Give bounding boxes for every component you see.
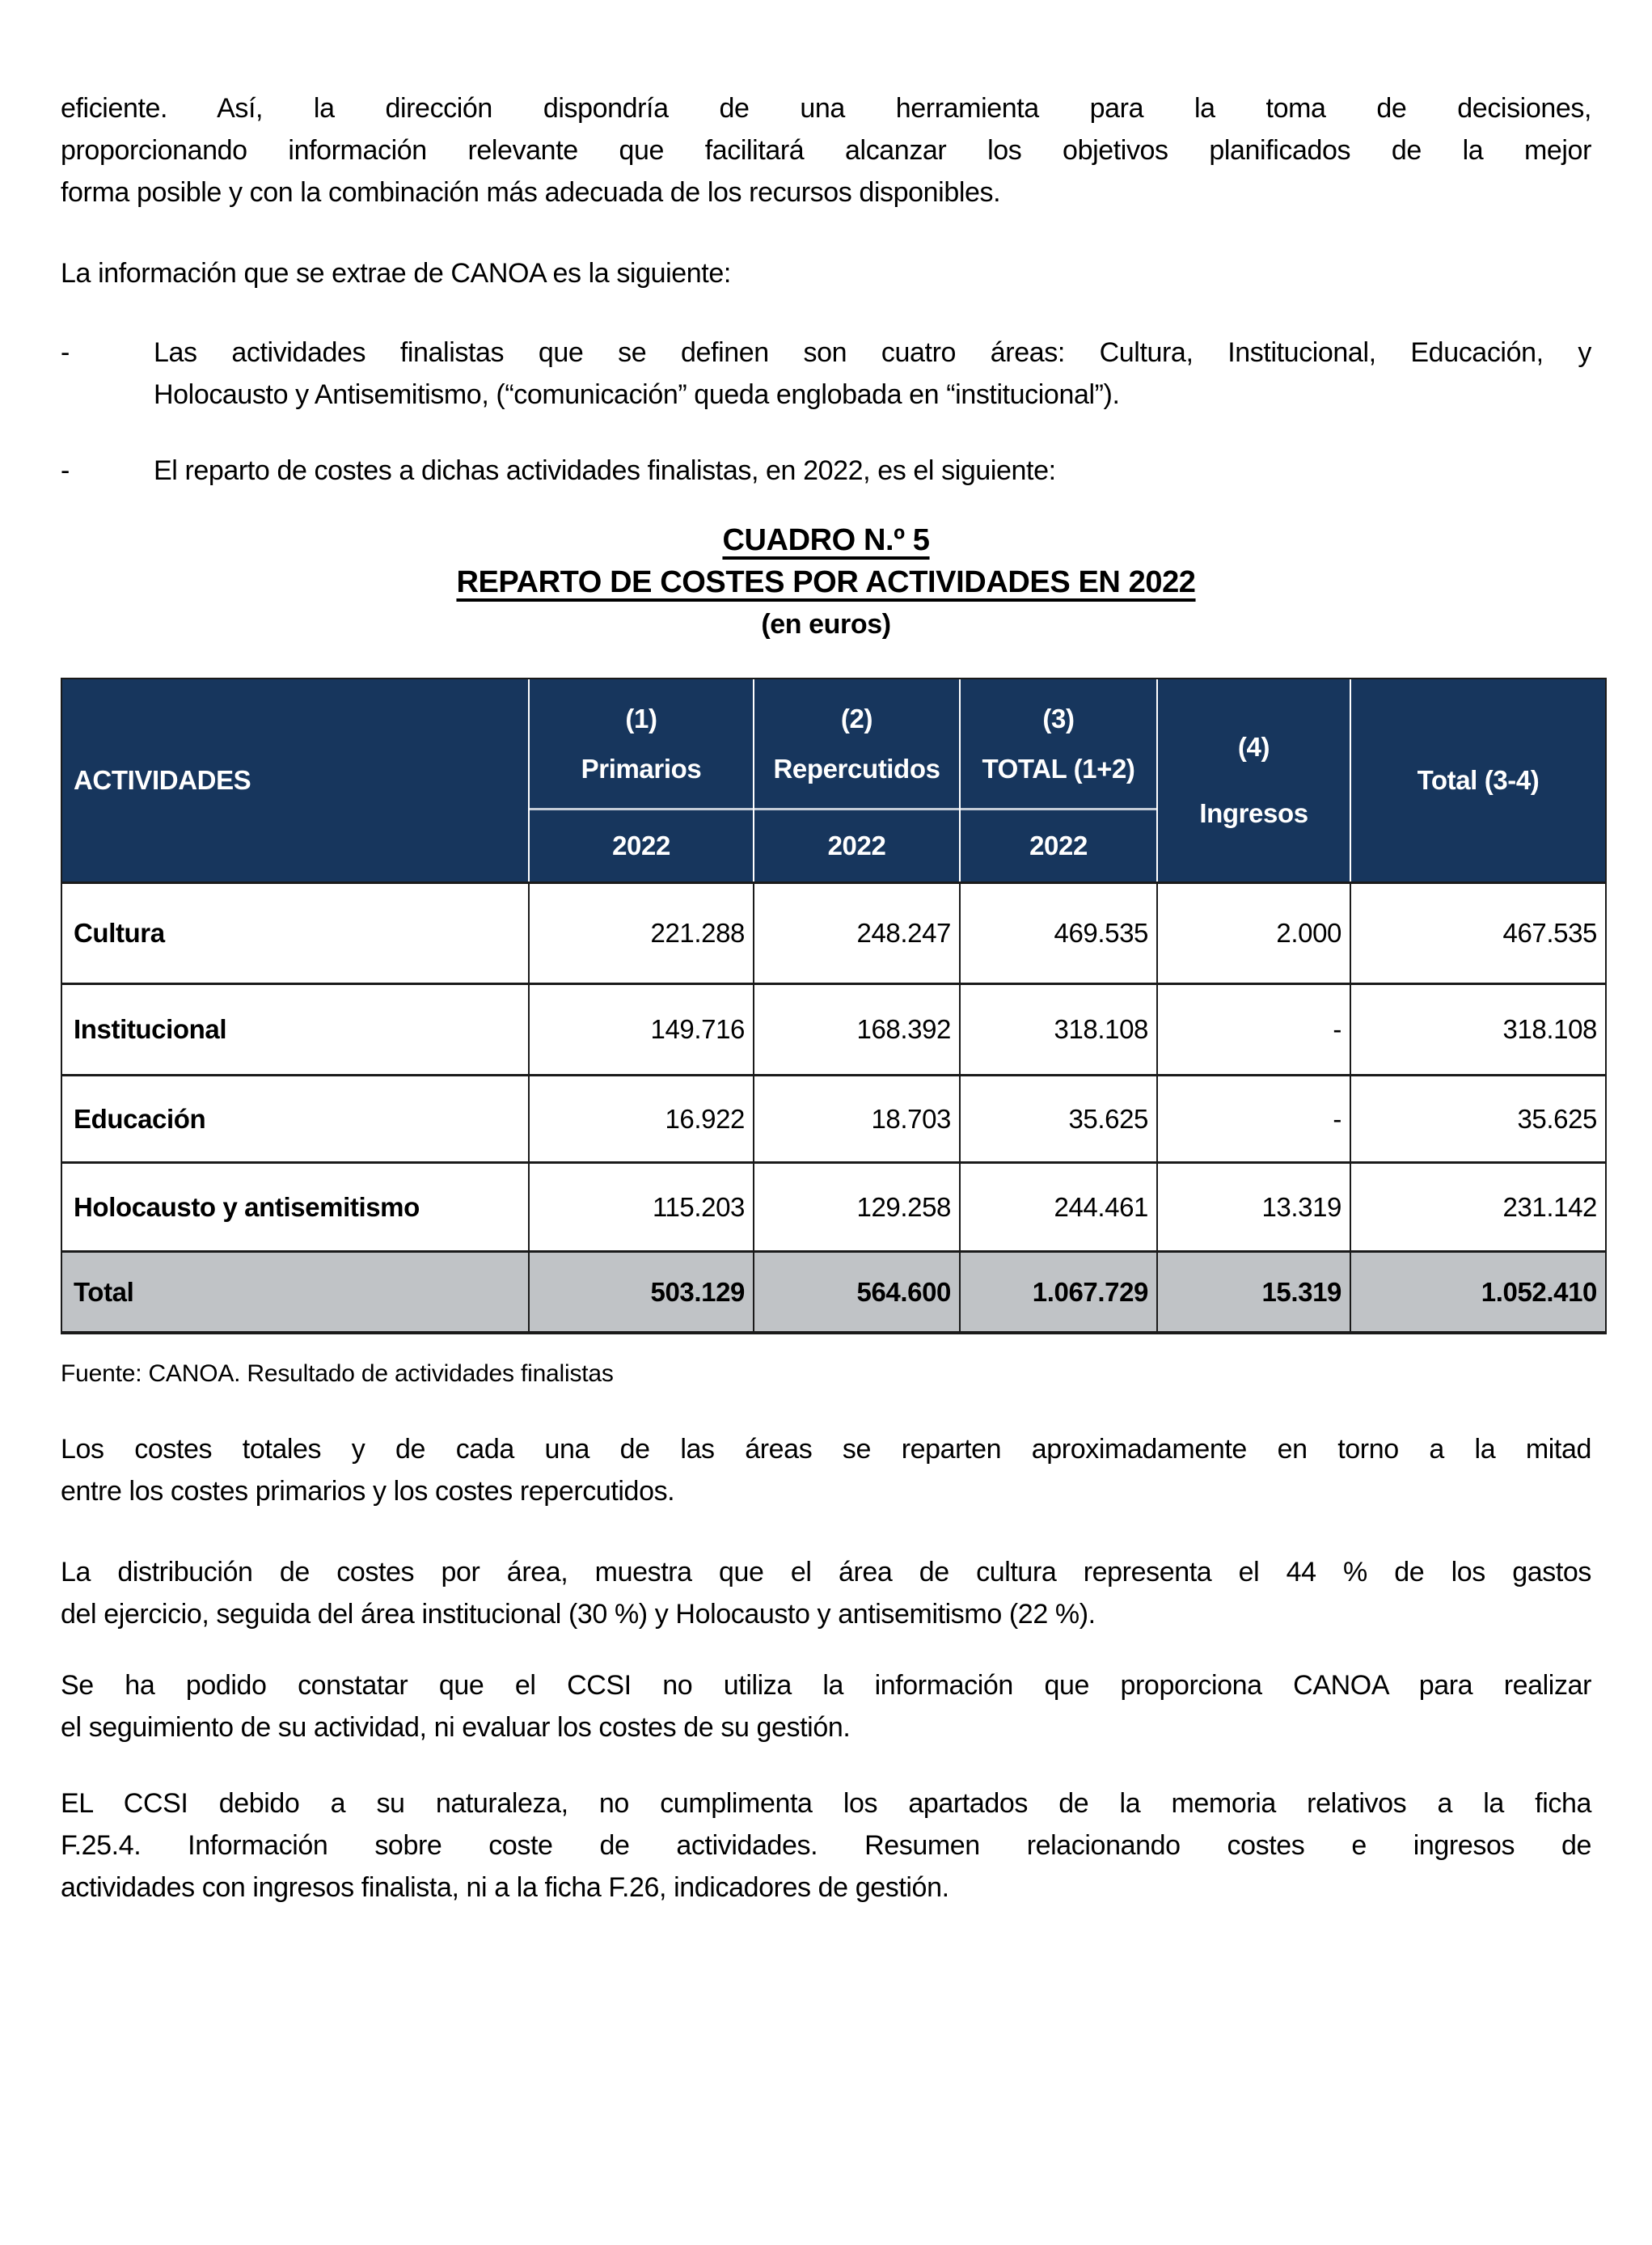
header-repercutidos [753, 679, 959, 882]
bullet-dash: - [61, 337, 70, 368]
activity-label: Institucional [62, 983, 528, 1074]
value-cell: - [1156, 1074, 1350, 1161]
paragraph [61, 1782, 1591, 1909]
text-line: Los costes totales y de cada una de las áreas se reparten aproximadamente en torno a la mitad [61, 1434, 1591, 1465]
header-col-number: (2) [840, 703, 873, 734]
value-cell: 35.625 [1350, 1074, 1605, 1161]
header-split [961, 679, 1156, 882]
total-row-label: Total [62, 1250, 528, 1331]
value-cell: 318.108 [959, 983, 1156, 1074]
paragraph [61, 1428, 1591, 1512]
header-split [530, 679, 753, 882]
value-cell: 168.392 [753, 983, 959, 1074]
bullet-text [154, 332, 1591, 416]
value-cell: 149.716 [528, 983, 753, 1074]
value-cell: 1.067.729 [959, 1250, 1156, 1331]
value-cell: 231.142 [1350, 1161, 1605, 1250]
value-cell: 1.052.410 [1350, 1250, 1605, 1331]
text-line: el seguimiento de su actividad, ni evaluar los costes de su gestión. [61, 1712, 851, 1743]
header-col-number: (1) [625, 703, 657, 734]
paragraph [61, 1664, 1591, 1748]
header-col-number: (4) [1237, 732, 1270, 762]
header-label: ACTIVIDADES [74, 765, 251, 795]
value-cell: 115.203 [528, 1161, 753, 1250]
header-year: 2022 [530, 808, 753, 882]
text-line: El reparto de costes a dichas actividades finalistas, en 2022, es el siguiente: [154, 455, 1056, 486]
value-cell: 2.000 [1156, 882, 1350, 983]
header-label: TOTAL (1+2) [982, 753, 1135, 784]
header-primarios [528, 679, 753, 882]
header-year: 2022 [754, 808, 959, 882]
value-cell: 318.108 [1350, 983, 1605, 1074]
value-cell: 564.600 [753, 1250, 959, 1331]
paragraph [61, 252, 1591, 294]
cuadro-unit: (en euros) [761, 609, 891, 640]
value-cell: 244.461 [959, 1161, 1156, 1250]
text-line: forma posible y con la combinación más adecuada de los recursos disponibles. [61, 177, 1001, 208]
value-cell: 503.129 [528, 1250, 753, 1331]
header-year: 2022 [961, 808, 1156, 882]
value-cell: 35.625 [959, 1074, 1156, 1161]
header-total-3-4 [1350, 679, 1605, 882]
header-top [530, 679, 753, 808]
value-cell: 18.703 [753, 1074, 959, 1161]
header-top [961, 679, 1156, 808]
value-cell: 221.288 [528, 882, 753, 983]
text-line: actividades con ingresos finalista, ni a la ficha F.26, indicadores de gestión. [61, 1872, 949, 1903]
text-line: entre los costes primarios y los costes repercutidos. [61, 1476, 675, 1507]
header-label: Primarios [581, 753, 702, 784]
paragraph [61, 1551, 1591, 1635]
value-cell: 16.922 [528, 1074, 753, 1161]
cost-table [61, 678, 1607, 1334]
bullet-dash: - [61, 455, 70, 486]
paragraph [61, 87, 1591, 214]
text-line: F.25.4. Información sobre coste de actividades. Resumen relacionando costes e ingresos de [61, 1830, 1591, 1861]
activity-label: Educación [62, 1074, 528, 1161]
value-cell: 129.258 [753, 1161, 959, 1250]
text-line: Se ha podido constatar que el CCSI no utiliza la información que proporciona CANOA para realizar [61, 1670, 1591, 1701]
bullet-text [154, 450, 1591, 492]
cuadro-title: CUADRO N.º 5 [722, 523, 930, 557]
header-top [754, 679, 959, 808]
value-cell: - [1156, 983, 1350, 1074]
header-label: Total (3-4) [1417, 765, 1540, 795]
text-line: Holocausto y Antisemitismo, (“comunicación” queda englobada en “institucional”). [154, 379, 1120, 410]
value-cell: 469.535 [959, 882, 1156, 983]
cuadro-subtitle: REPARTO DE COSTES POR ACTIVIDADES EN 2022 [456, 565, 1196, 599]
header-split [754, 679, 959, 882]
text-line: del ejercicio, seguida del área institucional (30 %) y Holocausto y antisemitismo (22 %). [61, 1599, 1096, 1630]
header-ingresos [1156, 679, 1350, 882]
header-label: Repercutidos [773, 753, 940, 784]
value-cell: 467.535 [1350, 882, 1605, 983]
table-title-block [61, 519, 1591, 645]
activity-label: Holocausto y antisemitismo [62, 1161, 528, 1250]
source-note: Fuente: CANOA. Resultado de actividades finalistas [61, 1360, 614, 1387]
text-line: La información que se extrae de CANOA es la siguiente: [61, 258, 731, 289]
text-line: eficiente. Así, la dirección dispondría de una herramienta para la toma de decisiones, [61, 93, 1591, 124]
text-line: EL CCSI debido a su naturaleza, no cumplimenta los apartados de la memoria relativos a la ficha [61, 1788, 1591, 1819]
header-col-number: (3) [1042, 703, 1075, 734]
header-actividades [62, 679, 528, 882]
header-label: Ingresos [1199, 798, 1308, 828]
value-cell: 248.247 [753, 882, 959, 983]
text-line: proporcionando información relevante que facilitará alcanzar los objetivos planificados de la mejor [61, 135, 1591, 166]
bullet-item [61, 332, 1591, 416]
header-total-1-2 [959, 679, 1156, 882]
bullet-item [61, 450, 1591, 492]
text-line: La distribución de costes por área, muestra que el área de cultura representa el 44 % de los gastos [61, 1557, 1591, 1588]
activity-label: Cultura [62, 882, 528, 983]
value-cell: 15.319 [1156, 1250, 1350, 1331]
text-line: Las actividades finalistas que se definen son cuatro áreas: Cultura, Institucional, Educación, y [154, 337, 1591, 368]
value-cell: 13.319 [1156, 1161, 1350, 1250]
